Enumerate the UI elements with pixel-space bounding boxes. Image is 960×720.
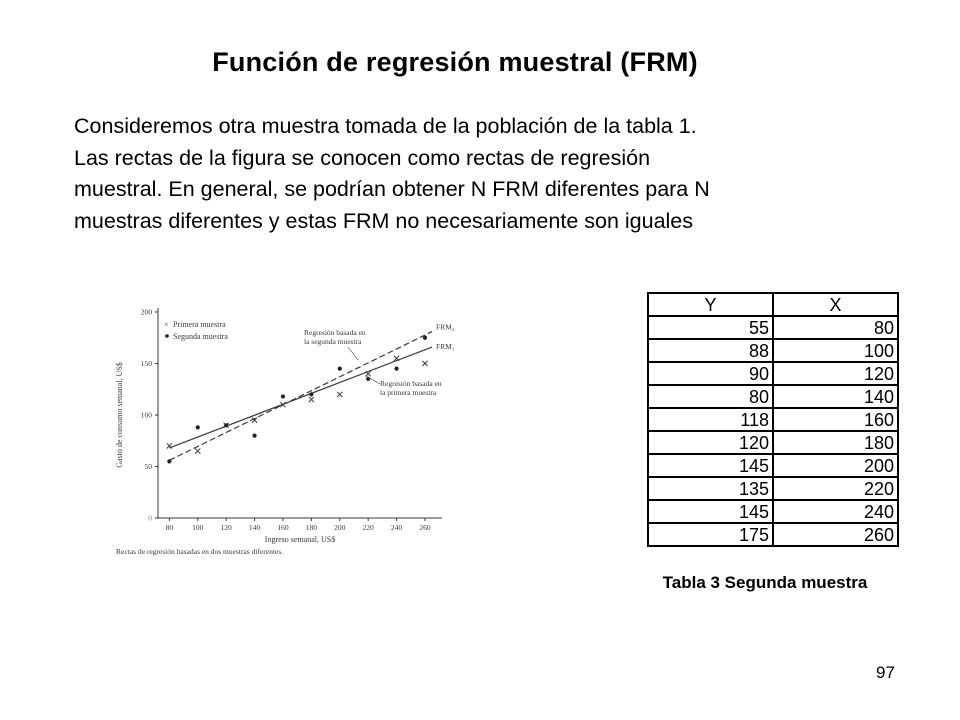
data-points [167, 336, 428, 464]
table-row [648, 477, 898, 500]
table-row [648, 408, 898, 431]
cell-x: 180 [773, 431, 898, 454]
annotation-first-line-1: Regresión basada en [380, 379, 442, 388]
cell-y: 90 [648, 362, 773, 385]
x-tick-label: 200 [334, 523, 346, 532]
legend-marker-dot [165, 334, 169, 338]
legend-label-first: Primera muestra [173, 320, 226, 329]
paragraph-line: Las rectas de la figura se conocen como rectas de regresión [74, 145, 651, 170]
dot-point [281, 394, 285, 398]
cell-x: 120 [773, 362, 898, 385]
data-table-container [647, 292, 899, 547]
dot-point [196, 425, 200, 429]
y-axis-label: Gasto de consumo semanal, US$ [115, 362, 124, 468]
x-tick-label: 140 [248, 523, 261, 532]
column-header-y: Y [648, 293, 773, 316]
x-tick-label: 80 [165, 523, 174, 532]
slide-title: Función de regresión muestral (FRM) [212, 47, 698, 77]
table-row [648, 523, 898, 546]
x-tick-label: 100 [192, 523, 204, 532]
legend-label-second: Segunda muestra [173, 332, 228, 341]
paragraph-line: Consideremos otra muestra tomada de la población de la tabla 1. [74, 114, 697, 138]
annotation-second-leader [348, 347, 358, 360]
y-tick-label: 0 [148, 513, 152, 523]
dot-point [394, 367, 398, 371]
cell-x: 200 [773, 454, 898, 477]
cell-y: 55 [648, 316, 773, 339]
table-row [648, 339, 898, 362]
x-tick-label: 120 [220, 523, 232, 532]
y-tick-label: 150 [140, 359, 152, 368]
regression-line-frm1 [169, 347, 432, 448]
regression-chart [108, 296, 468, 564]
page-number: 97 [876, 663, 895, 682]
figure-caption: Rectas de regresión basadas en dos muestras diferentes. [116, 547, 284, 556]
x-tick-label: 160 [277, 523, 289, 532]
cell-y: 135 [648, 477, 773, 500]
cell-x: 240 [773, 500, 898, 523]
annotation-first-line-2: la primera muestra [380, 388, 437, 397]
dot-point [338, 367, 342, 371]
cell-y: 175 [648, 523, 773, 546]
table-caption: Tabla 3 Segunda muestra [662, 573, 868, 592]
cell-x: 260 [773, 523, 898, 546]
dot-point [224, 423, 228, 427]
cross-point [195, 448, 200, 453]
cell-x: 100 [773, 339, 898, 362]
paragraph-line: muestras diferentes y estas FRM no necesariamente son iguales [74, 208, 694, 233]
dot-point [252, 434, 256, 438]
cell-x: 80 [773, 316, 898, 339]
dot-point [309, 392, 313, 396]
legend [164, 320, 228, 341]
x-tick-label: 240 [390, 523, 403, 532]
table-row [648, 500, 898, 523]
annotation-second-line-2: la segunda muestra [304, 337, 362, 346]
cross-point [422, 361, 427, 366]
intro-paragraph [74, 111, 894, 237]
dot-point [167, 459, 171, 463]
table-row [648, 454, 898, 477]
annotation-second-line-1: Regresión basada en [304, 328, 366, 337]
legend-marker-cross: × [164, 320, 169, 329]
column-header-x: X [773, 293, 898, 316]
dot-point [423, 336, 427, 340]
cross-point [309, 397, 314, 402]
y-tick-label: 50 [144, 462, 152, 471]
x-tick-label: 260 [419, 523, 431, 532]
cell-y: 80 [648, 385, 773, 408]
frm1-label: FRM₁ [436, 342, 455, 352]
table-row [648, 385, 898, 408]
y-tick-label: 100 [140, 410, 152, 420]
cross-point [337, 392, 342, 397]
x-axis-label: Ingreso semanal, US$ [264, 535, 336, 544]
paragraph-line: muestral. En general, se podrían obtener N FRM diferentes para N [74, 177, 710, 201]
x-tick-label: 220 [362, 523, 374, 532]
cell-y: 145 [648, 454, 773, 477]
cell-x: 160 [773, 408, 898, 431]
y-tick-label: 200 [140, 307, 152, 317]
axes [141, 308, 442, 533]
table-row [648, 362, 898, 385]
cell-y: 88 [648, 339, 773, 362]
cell-x: 140 [773, 385, 898, 408]
sample-table [647, 292, 899, 547]
cell-y: 120 [648, 431, 773, 454]
frm2-label: FRM₂ [436, 322, 455, 332]
regression-figure [108, 296, 468, 564]
chart-labels [115, 320, 455, 556]
table-header-row [648, 293, 898, 316]
x-tick-label: 180 [305, 523, 317, 532]
cell-x: 220 [773, 477, 898, 500]
cell-y: 145 [648, 500, 773, 523]
table-row [648, 316, 898, 339]
cell-y: 118 [648, 408, 773, 431]
table-row [648, 431, 898, 454]
